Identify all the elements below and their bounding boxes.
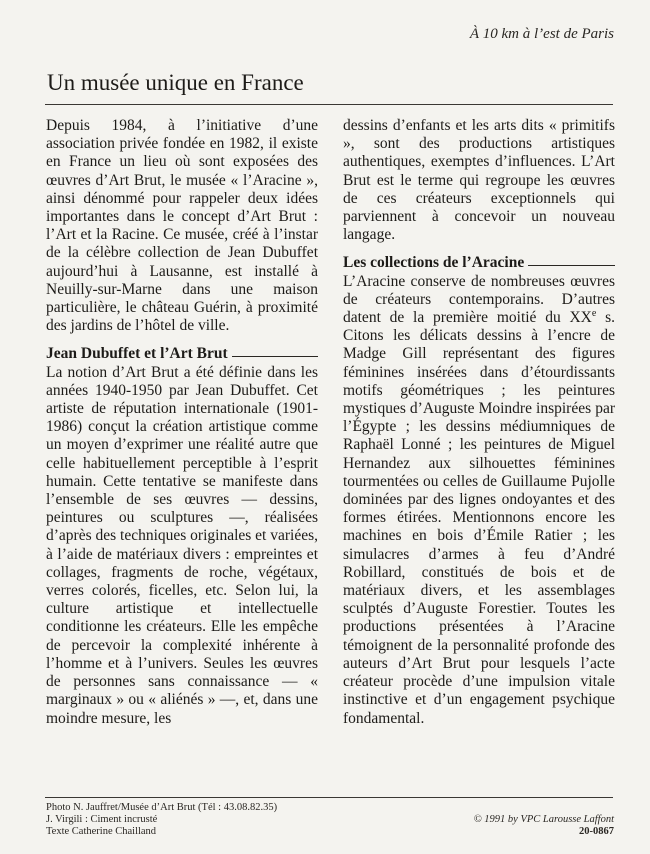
photo-credits xyxy=(46,802,277,838)
copyright-block xyxy=(474,814,614,838)
card-number: 20-0867 xyxy=(579,826,614,837)
copyright-notice: © 1991 by VPC Larousse Laffont xyxy=(473,814,614,825)
section-heading-collections xyxy=(343,254,615,272)
collections-text-part1: L’Aracine conserve de nombreuses œuvres de créateurs contemporains. D’autres datent de la première moitié du XX xyxy=(343,272,615,327)
section-heading-collections-text: Les collections de l’Aracine xyxy=(343,254,525,272)
dubuffet-paragraph: La notion d’Art Brut a été définie dans les années 1940-1950 par Jean Dubuffet. Cet artiste de réputation internationale (1901-1986) conçut la création artistique comme un moyen d’exprimer une réalité autre que celle habituellement perceptible à l’esprit humain. Cette tentative se manifeste dans l’ensemble de ses œuvres — dessins, peintures ou sculptures —, réalisées d’après des techniques originales et variées, à l’aide de matériaux divers : empreintes et collages, fragments de roche, végétaux, verres colorés, ficelles, etc. Selon lui, la culture artistique et intellectuelle conditionne les créateurs. Elle les empêche de percevoir la complexité inhérente à l’homme et à l’univers. Seules les œuvres de personnes sans connaissance — « marginaux » ou « aliénés » —, et, dans une moindre mesure, les xyxy=(46,363,319,727)
section-heading-dubuffet-text: Jean Dubuffet et l’Art Brut xyxy=(46,345,228,363)
left-column xyxy=(46,117,318,728)
page-title: Un musée unique en France xyxy=(47,70,304,95)
collections-text-part2: s. Citons les délicats dessins à l’encre de Madge Gill représentant des figures féminines insérées dans d’étourdissants motifs géométriques ; les peintures mystiques d’Auguste Moindre inspirées par l’Égypte ; les dessins médiumniques de Raphaël Lonné ; les peintures de Miguel Hernandez aux silhouettes féminines tourmentées ou celles de Guillaume Pujolle dominées par des lignes ondoyantes et des formes étirées. Mentionnons encore les machines en bois d’Émile Ratier ; les simulacres d’armes à feu d’André Robillard, constitués de bois et de matériaux divers, et les assemblages sculptés d’Auguste Forestier. Toutes les productions présentées à l’Aracine témoignent de la personnalité profonde des auteurs d’Art Brut pour lesquels l’acte créateur procède d’une impulsion vitale instinctive et d’un engagement psychique fondamental. xyxy=(343,309,615,727)
heading-rule xyxy=(232,356,318,357)
bottom-divider xyxy=(45,797,613,798)
section-heading-dubuffet xyxy=(46,345,318,363)
credit-photo: Photo N. Jauffret/Musée d’Art Brut (Tél : 43.08.82.35) xyxy=(46,802,278,813)
credit-text: Texte Catherine Chailland xyxy=(46,826,157,837)
intro-paragraph: Depuis 1984, à l’initiative d’une association privée fondée en 1982, il existe en France un lieu où sont exposées des œuvres d’Art Brut, le musée « l’Aracine », ainsi dénommé pour rappeler deux idées importantes dans le concept d’Art Brut : l’Art et la Racine. Ce musée, créé à l’instar de la célèbre collection de Jean Dubuffet aujourd’hui à Lausanne, est installé à Neuilly-sur-Marne dans une maison particulière, le château Guérin, à proximité des jardins de l’hôtel de ville. xyxy=(46,117,318,335)
continuation-paragraph: dessins d’enfants et les arts dits « primitifs », sont des productions artistiques authentiques, exemptes d’influences. L’Art Brut est le terme qui regroupe les œuvres de ces créateurs exceptionnels qui parviennent à concevoir un nouveau langage. xyxy=(343,117,615,244)
century-superscript: e xyxy=(591,307,597,319)
right-column xyxy=(343,117,615,728)
location-caption: À 10 km à l’est de Paris xyxy=(469,26,614,42)
credit-virgili: J. Virgili : Ciment incrusté xyxy=(46,814,158,825)
heading-rule xyxy=(528,265,615,266)
collections-paragraph xyxy=(343,273,615,728)
top-divider xyxy=(45,104,613,105)
